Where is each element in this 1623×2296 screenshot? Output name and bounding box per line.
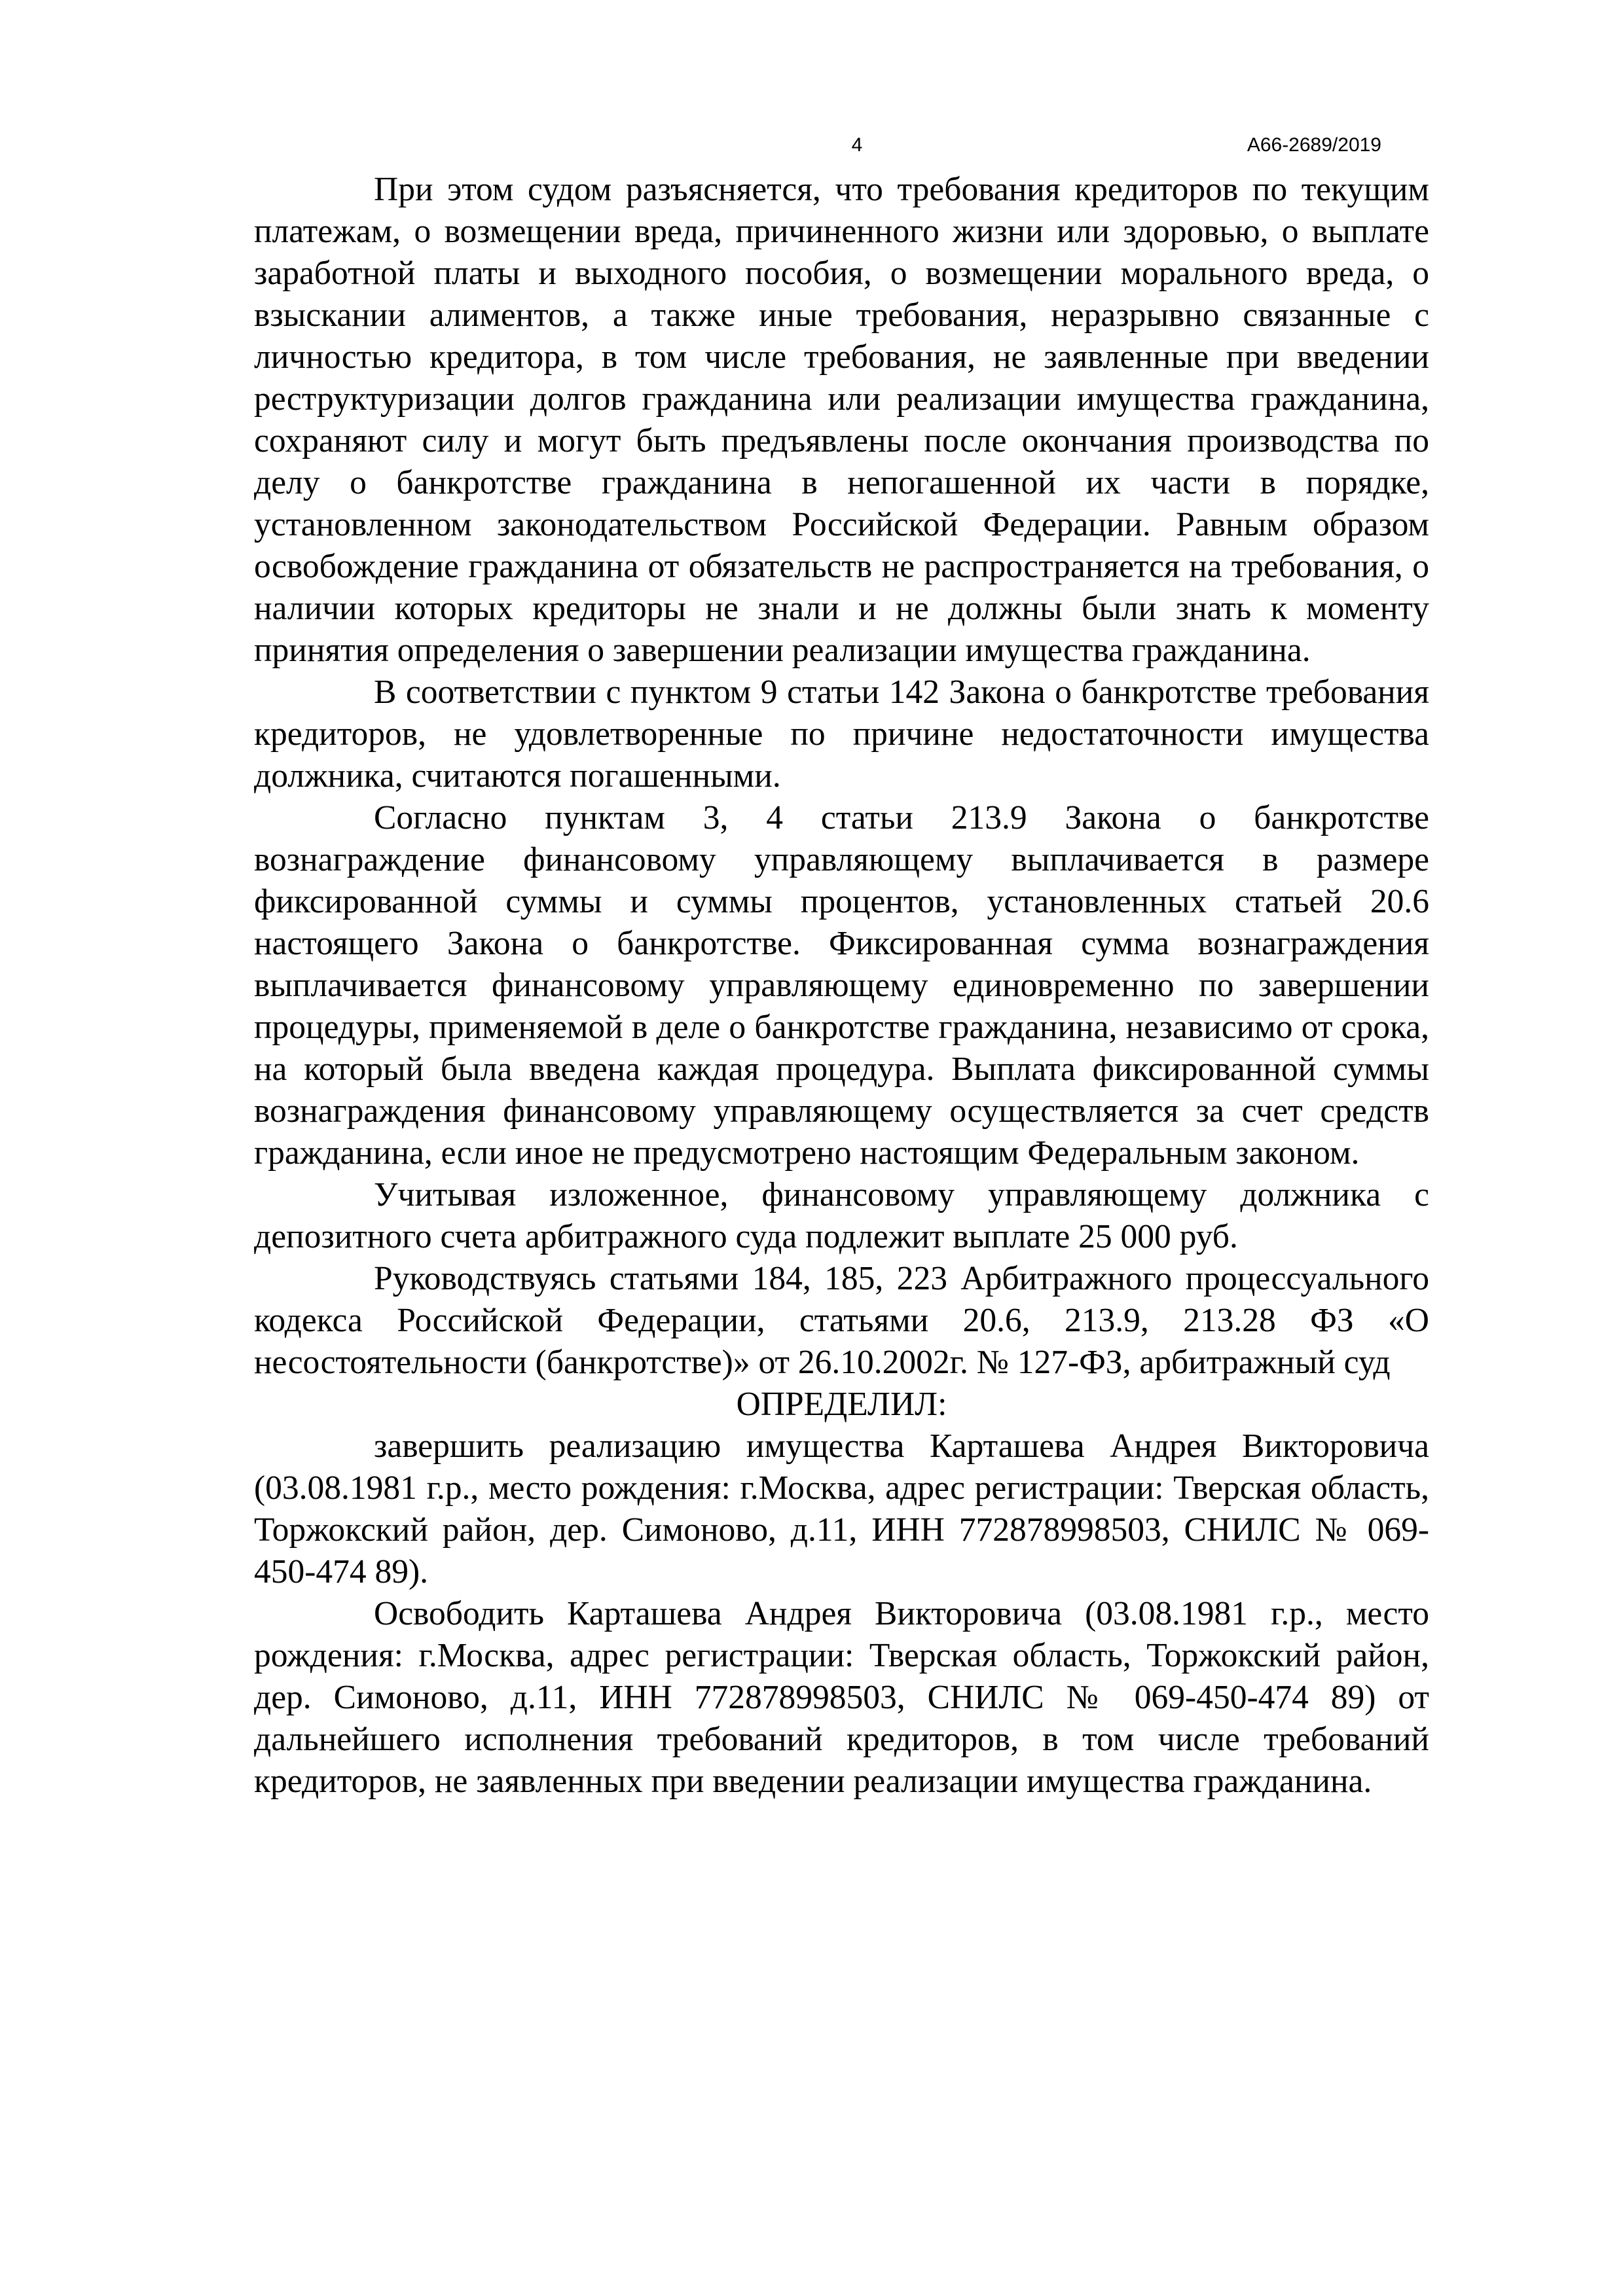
paragraph-claims-repaid: В соответствии с пунктом 9 статьи 142 Закона о банкротстве требования кредиторов, не удовлетворенные по причине недостаточности имущества должника, считаются погашенными. [254,673,1429,795]
decision-complete-realization: завершить реализацию имущества Карташева Андрея Викторовича (03.08.1981 г.р., место рождения: г.Москва, адрес регистрации: Тверская область, Торжокский район, дер. Симоново, д.11, ИНН 772878998503, СНИЛС № 069-450-474 89). [254,1427,1429,1590]
page-number: 4 [851,134,863,156]
paragraph-payment-amount: Учитывая изложенное, финансовому управляющему должника с депозитного счета арбитражного суда подлежит выплате 25 000 руб. [254,1176,1429,1255]
paragraph-creditor-claims: При этом судом разъясняется, что требования кредиторов по текущим платежам, о возмещении вреда, причиненного жизни или здоровью, о выплате заработной платы и выходного пособия, о возмещении морального вреда, о взыскании алиментов, а также иные требования, неразрывно связанные с личностью кредитора, в том числе требования, не заявленные при введении реструктуризации долгов гражданина или реализации имущества гражданина, сохраняют силу и могут быть предъявлены после окончания производства по делу о банкротстве гражданина в непогашенной их части в порядке, установленном законодательством Российской Федерации. Равным образом освобождение гражданина от обязательств не распространяется на требования, о наличии которых кредиторы не знали и не должны были знать к моменту принятия определения о завершении реализации имущества гражданина. [254,171,1429,669]
case-number: А66-2689/2019 [1247,134,1381,156]
decision-release-from-obligations: Освободить Карташева Андрея Викторовича (03.08.1981 г.р., место рождения: г.Москва, адрес регистрации: Тверская область, Торжокский район, дер. Симоново, д.11, ИНН 772878998503, СНИЛС № 069-450-474 89) от дальнейшего исполнения требований кредиторов, в том числе требований кредиторов, не заявленных при введении реализации имущества гражданина. [254,1595,1429,1800]
decision-heading: ОПРЕДЕЛИЛ: [736,1386,947,1423]
paragraph-legal-basis: Руководствуясь статьями 184, 185, 223 Арбитражного процессуального кодекса Российской Федерации, статьями 20.6, 213.9, 213.28 ФЗ «О несостоятельности (банкротстве)» от 26.10.2002г. № 127-ФЗ, арбитражный суд [254,1260,1429,1381]
paragraph-manager-remuneration: Согласно пунктам 3, 4 статьи 213.9 Закона о банкротстве вознаграждение финансовому управляющему выплачивается в размере фиксированной суммы и суммы процентов, установленных статьей 20.6 настоящего Закона о банкротстве. Фиксированная сумма вознаграждения выплачивается финансовому управляющему единовременно по завершении процедуры, применяемой в деле о банкротстве гражданина, независимо от срока, на который была введена каждая процедура. Выплата фиксированной суммы вознаграждения финансовому управляющему осуществляется за счет средств гражданина, если иное не предусмотрено настоящим Федеральным законом. [254,799,1429,1172]
document-body [254,169,1429,1803]
